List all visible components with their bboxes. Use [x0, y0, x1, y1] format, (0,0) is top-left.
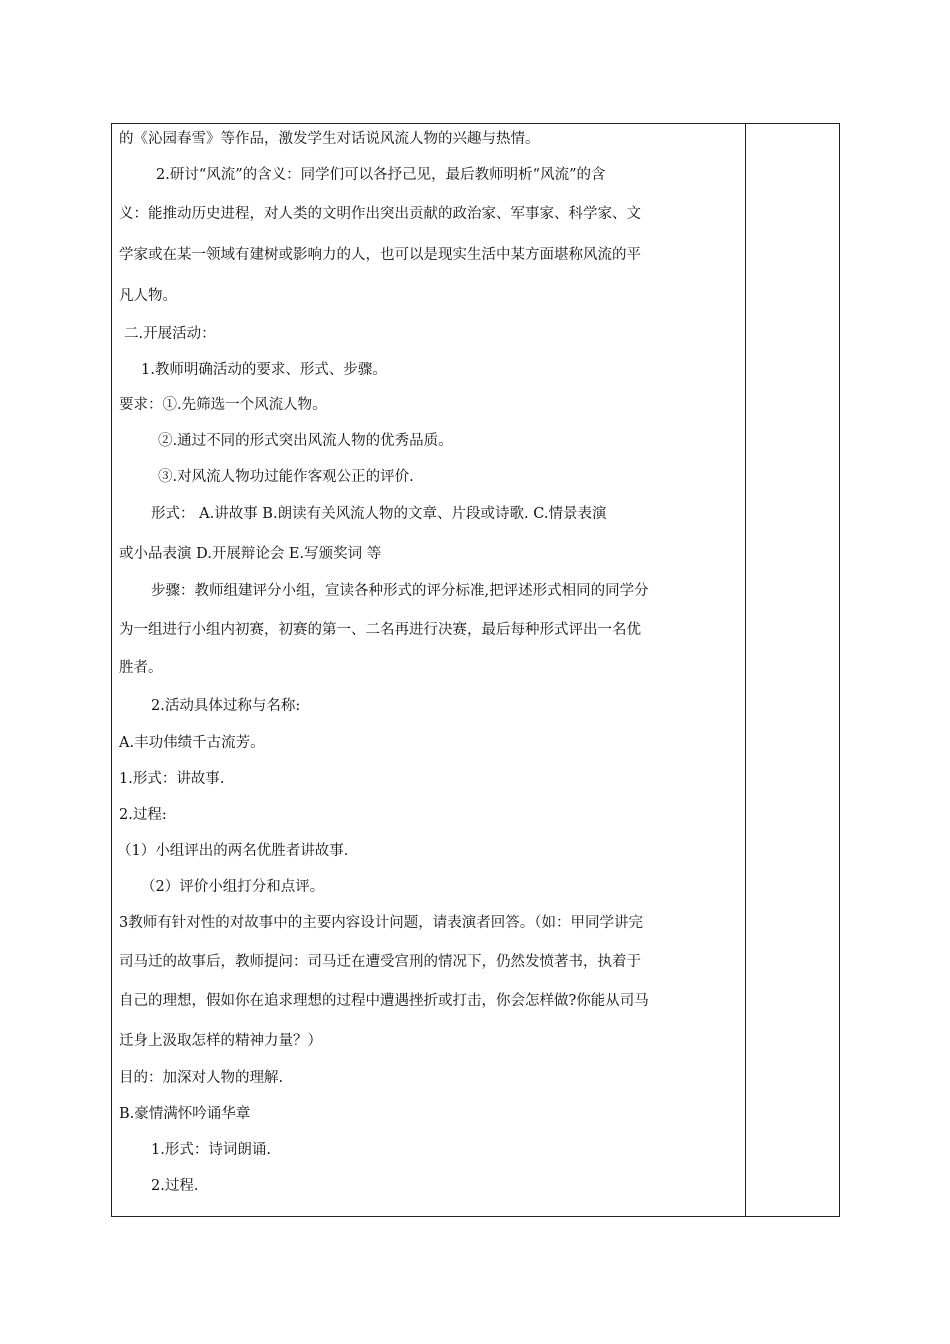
text-line: A.丰功伟绩千古流芳。 — [119, 735, 265, 751]
text-line: 目的：加深对人物的理解. — [119, 1070, 284, 1086]
text-line: 2.活动具体过称与名称: — [151, 698, 301, 714]
text-line: 2.研讨“风流”的含义：同学们可以各抒己见，最后教师明析“风流”的含 — [156, 167, 606, 183]
text-line: 形式： A.讲故事 B.朗读有关风流人物的文章、片段或诗歌. C.情景表演 — [151, 506, 607, 522]
text-line: 的《沁园春雪》等作品，激发学生对话说风流人物的兴趣与热情。 — [119, 131, 540, 147]
notes-cell — [746, 123, 840, 1217]
text-line: 胜者。 — [119, 660, 163, 676]
text-line: 2.过程: — [119, 807, 167, 823]
text-line: 为一组进行小组内初赛，初赛的第一、二名再进行决赛，最后每种形式评出一名优 — [119, 622, 641, 638]
text-line: 司马迁的故事后，教师提问：司马迁在遭受宫刑的情况下，仍然发愤著书，执着于 — [119, 954, 641, 970]
text-line: 1.教师明确活动的要求、形式、步骤。 — [141, 362, 387, 378]
text-line: 2.过程. — [151, 1178, 199, 1194]
text-line: 自己的理想，假如你在追求理想的过程中遭遇挫折或打击，你会怎样做?你能从司马 — [119, 993, 649, 1009]
text-line: 1.形式：讲故事. — [119, 771, 225, 787]
text-line: 1.形式：诗词朗诵. — [151, 1142, 271, 1158]
text-line: 步骤：教师组建评分小组，宣读各种形式的评分标准,把评述形式相同的同学分 — [151, 583, 649, 599]
text-line: B.豪情满怀吟诵华章 — [119, 1106, 251, 1122]
text-line: 迁身上汲取怎样的精神力量？） — [119, 1033, 322, 1049]
text-line: （1）小组评出的两名优胜者讲故事. — [117, 843, 349, 859]
text-line: ②.通过不同的形式突出风流人物的优秀品质。 — [158, 433, 453, 449]
text-line: 学家或在某一领域有建树或影响力的人，也可以是现实生活中某方面堪称风流的平 — [119, 247, 641, 263]
text-line: 要求：①.先筛选一个风流人物。 — [119, 397, 327, 413]
text-line: 义：能推动历史进程，对人类的文明作出突出贡献的政治家、军事家、科学家、文 — [119, 206, 641, 222]
text-line: 或小品表演 D.开展辩论会 E.写颁奖词 等 — [119, 546, 382, 562]
text-line: 3教师有针对性的对故事中的主要内容设计问题，请表演者回答。（如：甲同学讲完 — [119, 915, 643, 931]
text-line: ③.对风流人物功过能作客观公正的评价. — [158, 469, 414, 485]
text-line: 二.开展活动： — [124, 326, 216, 342]
text-line: （2）评价小组打分和点评。 — [141, 879, 325, 895]
text-line: 凡人物。 — [119, 288, 177, 304]
content-cell — [111, 123, 745, 1217]
